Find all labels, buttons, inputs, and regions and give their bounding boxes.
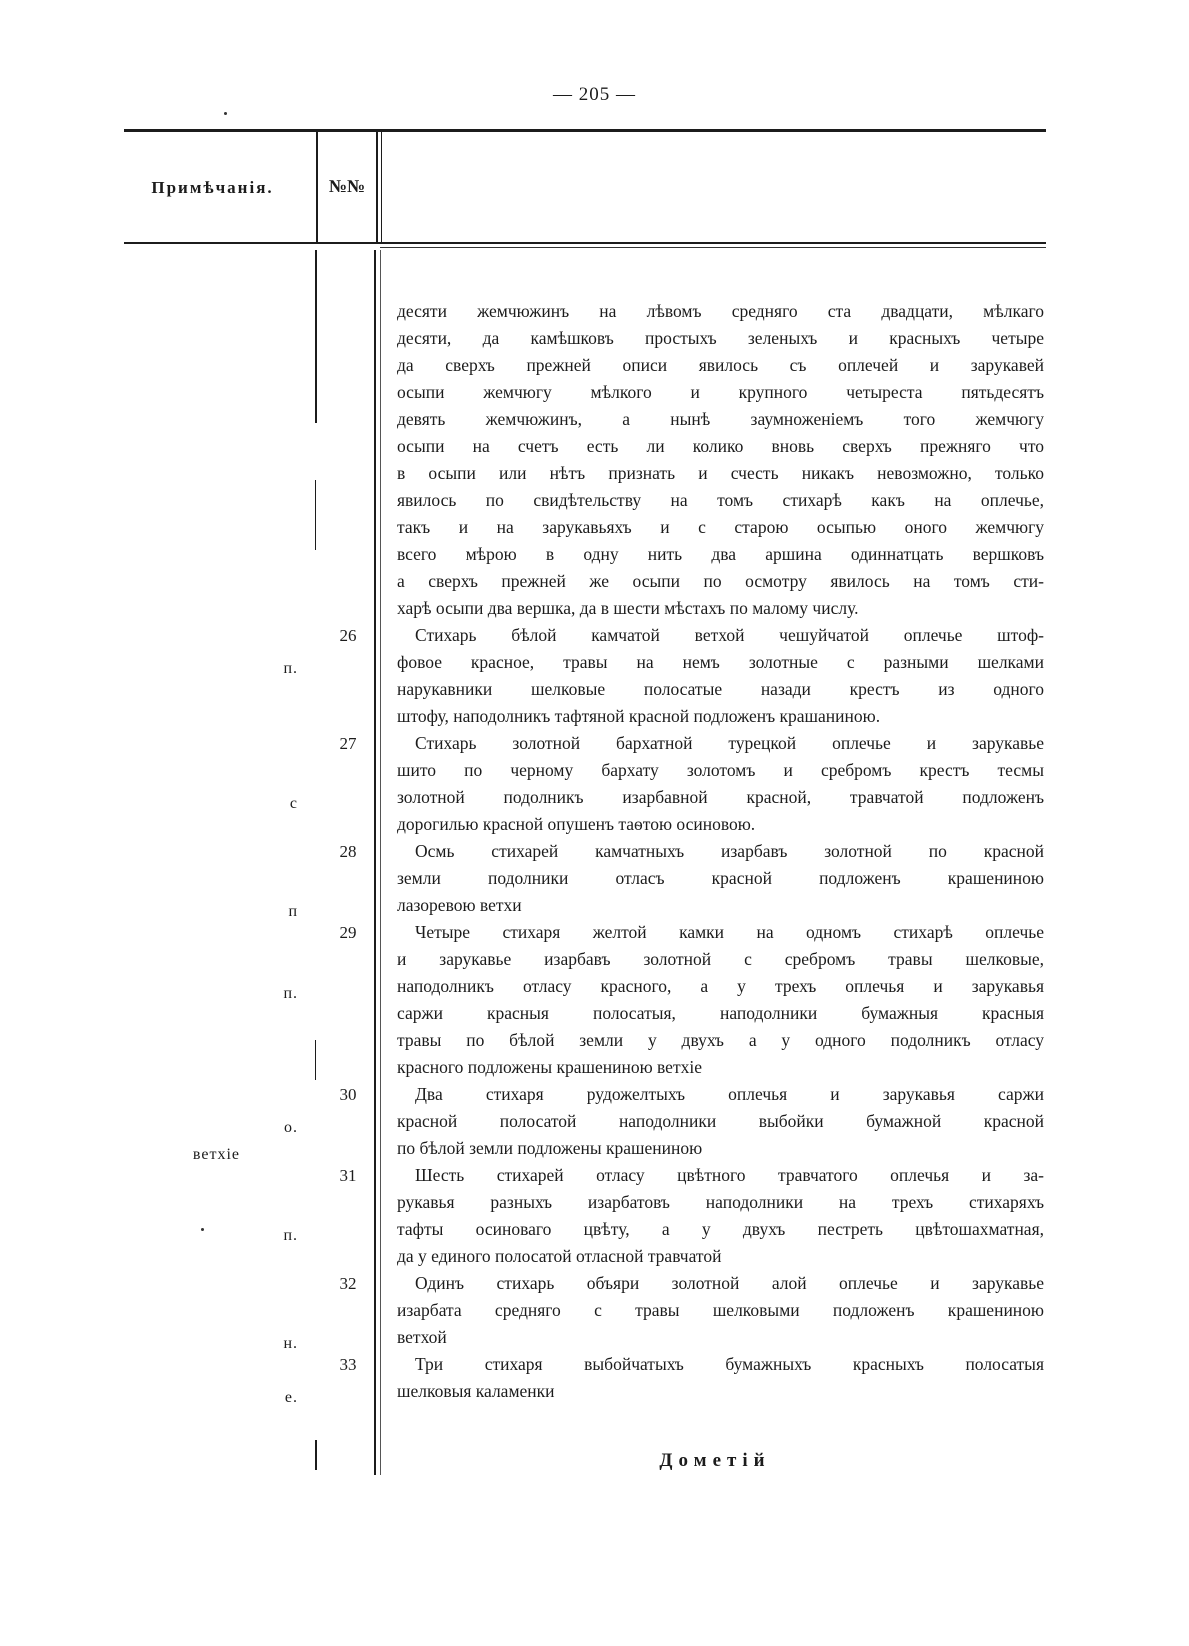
body-line: Одинъ стихарь объяри золотной алой оплечье и зарукавье — [415, 1273, 1044, 1293]
body-line: ветхой — [397, 1327, 447, 1347]
body-line: харѣ осыпи два вершка, да в шести мѣстахъ по малому числу. — [397, 598, 859, 618]
body-line: всего мѣрою в одну нить два аршина одиннатцать вершковъ — [397, 544, 1044, 564]
page-number: — 205 — — [553, 84, 636, 105]
body-line: рукавья разныхъ изарбатовъ наподолники на трехъ стихаряхъ — [397, 1192, 1044, 1212]
body-line: красного подложены крашениною ветхіе — [397, 1057, 702, 1077]
entry-number: 26 — [339, 626, 357, 645]
body-line: Два стихаря рудожелтыхъ оплечья и зарукавья саржи — [415, 1084, 1044, 1104]
body-line: явилось по свидѣтельству на томъ стихарѣ какъ на оплечье, — [397, 490, 1044, 510]
body-line: в осыпи или нѣтъ признать и счесть никакъ невозможно, только — [397, 463, 1044, 483]
column-divider-number-head — [376, 132, 378, 242]
body-line: саржи красныя полосатыя, наподолники бумажныя красныя — [397, 1003, 1044, 1023]
body-line: Четыре стихаря желтой камки на одномъ стихарѣ оплечье — [415, 922, 1044, 942]
entry-number: 27 — [339, 734, 357, 753]
body-line: осыпи жемчюгу мѣлкого и крупного четыреста пятьдесятъ — [397, 382, 1044, 402]
body-line: красной полосатой наподолники выбойки бумажной красной — [397, 1111, 1044, 1131]
column-divider-notes-lower — [315, 1040, 316, 1080]
body-line: и зарукавье изарбавъ золотной с сребромъ травы шелковые, — [397, 949, 1044, 969]
body-line: десяти жемчюжинъ на лѣвомъ средняго ста двадцати, мѣлкаго — [397, 301, 1044, 321]
margin-note: п. — [283, 660, 298, 677]
body-line: шито по черному бархату золотомъ и сребромъ крестъ тесмы — [397, 760, 1044, 780]
body-line: Осмь стихарей камчатныхъ изарбавъ золотной по красной — [415, 841, 1044, 861]
number-column-header: №№ — [328, 176, 366, 196]
body-line: земли подолники отласъ красной подложенъ крашениною — [397, 868, 1044, 888]
body-line: по бѣлой земли подложены крашениною — [397, 1138, 703, 1158]
margin-note: с — [289, 795, 298, 812]
body-line: Стихарь золотной бархатной турецкой оплечье и зарукавье — [415, 733, 1044, 753]
body-line: тафты осиноваго цвѣту, а у двухъ пестреть цвѣтошахматная, — [397, 1219, 1044, 1239]
body-line: наподолникъ отласу красного, а у трехъ оплечья и зарукавья — [397, 976, 1044, 996]
body-line: Шесть стихарей отласу цвѣтного травчатого оплечья и за- — [415, 1165, 1044, 1185]
body-line: девять жемчюжинъ, а нынѣ заумноженіемъ того жемчюгу — [397, 409, 1044, 429]
column-divider-number-body-2 — [380, 250, 381, 1475]
body-line: Стихарь бѣлой камчатой ветхой чешуйчатой оплечье штоф- — [415, 625, 1044, 645]
entry-number: 32 — [339, 1274, 357, 1293]
body-line: травы по бѣлой земли у двухъ а у одного подолникъ отласу — [397, 1030, 1044, 1050]
body-line: дорогилью красной опушенъ таѳтою осиновою. — [397, 814, 756, 834]
header-top-rule — [124, 129, 1046, 132]
margin-note: о. — [284, 1119, 298, 1136]
header-bottom-rule — [124, 242, 1046, 244]
column-divider-notes-head — [316, 132, 318, 242]
section-title: Дометій — [659, 1450, 771, 1471]
body-line: фовое красное, травы на немъ золотные с разными шелками — [397, 652, 1044, 672]
margin-note: е. — [284, 1389, 298, 1406]
entry-number: 30 — [339, 1085, 357, 1104]
body-line: а сверхъ прежней же осыпи по осмотру явилось на томъ сти- — [397, 571, 1044, 591]
column-divider-notes-foot — [315, 1440, 317, 1470]
margin-note: п. — [283, 1227, 298, 1244]
column-divider-notes-upper — [315, 250, 317, 423]
notes-column-header: Примѣчанія. — [151, 178, 274, 197]
body-line: Три стихаря выбойчатыхъ бумажныхъ красныхъ полосатыя — [415, 1354, 1044, 1374]
body-line: изарбата средняго с травы шелковыми подложенъ крашениною — [397, 1300, 1044, 1320]
header-bottom-rule-thin — [380, 247, 1046, 248]
body-line: десяти, да камѣшковъ простыхъ зеленыхъ и красныхъ четыре — [397, 328, 1044, 348]
body-line: да сверхъ прежней описи явилось съ оплечей и зарукавей — [397, 355, 1044, 375]
body-line: лазоревою ветхи — [397, 895, 522, 915]
body-line: такъ и на зарукавьяхъ и с старою осыпью оного жемчюгу — [397, 517, 1044, 537]
margin-note: п — [288, 903, 298, 920]
margin-note: н. — [283, 1335, 298, 1352]
entry-number: 29 — [339, 923, 357, 942]
body-line: да у единого полосатой отласной травчатой — [397, 1246, 722, 1266]
entry-number: 31 — [339, 1166, 357, 1185]
body-line: нарукавники шелковые полосатые назади крестъ из одного — [397, 679, 1044, 699]
print-speck — [224, 112, 227, 115]
entry-number: 33 — [339, 1355, 357, 1374]
column-divider-notes-mid — [315, 480, 316, 550]
entry-number: 28 — [339, 842, 357, 861]
margin-note: п. — [283, 985, 298, 1002]
margin-note: ветхіе — [192, 1146, 240, 1163]
body-line: шелковыя каламенки — [397, 1381, 555, 1401]
body-line: штофу, наподолникъ тафтяной красной подложенъ крашаниною. — [397, 706, 881, 726]
column-divider-number-body — [374, 250, 376, 1475]
body-line: золотной подолникъ изарбавной красной, травчатой подложенъ — [397, 787, 1044, 807]
column-divider-number-head-2 — [381, 132, 382, 242]
body-line: осыпи на счетъ есть ли колико вновь сверхъ прежняго что — [397, 436, 1044, 456]
